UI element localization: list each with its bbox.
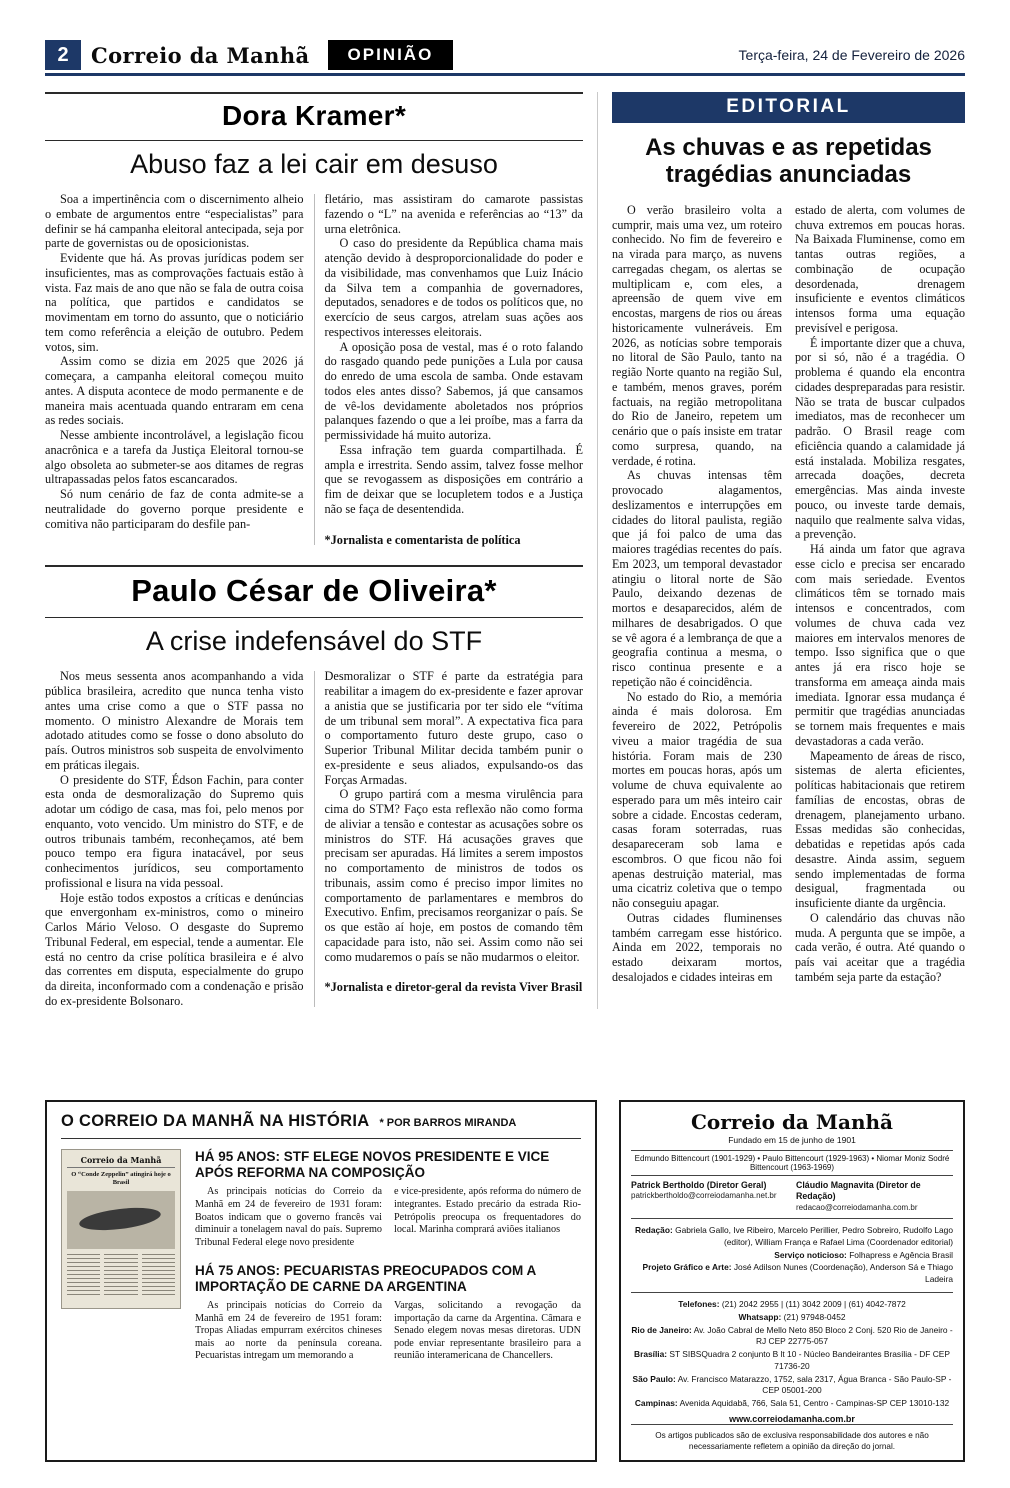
historic-image-text-columns — [67, 1254, 175, 1298]
masthead-box — [619, 1100, 965, 1462]
contact-text: Av. João Cabral de Mello Neto 850 Bloco 2 Conj. 520 Rio de Janeiro - RJ CEP 22775-057 — [693, 1324, 953, 1347]
director-email[interactable]: redacao@correiodamanha.com.br — [796, 1202, 918, 1212]
body-paragraph: O verão brasileiro volta a cumprir, mais uma vez, um roteiro conhecido. No fim de fevereiro e na virada para março, as nuvens carregadas chegam, os alertas se multiplicam e, com eles, a apreensão de quem vive em encostas, margens de rios ou áreas historicamente vulneráveis. Em 2026, as notícias sobre temporais no litoral de São Paulo, tanto na região Norte quanto na região Sul, e também, menos graves, porém factuais, na região metropolitana do Rio de Janeiro, repetem um cenário que o país insiste em tratar como surpresa, quando, na verdade, é rotina. — [612, 202, 782, 468]
body-paragraph: O calendário das chuvas não muda. A pergunta que se impõe, a cada verão, é outra. Até quando o país vai aceitar que a tragédia também seja parte da estação? — [795, 910, 965, 984]
section-badge: OPINIÃO — [328, 40, 454, 70]
body-paragraph: Nesse ambiente incontrolável, a legislação ficou anacrônica e a tarefa da Justiça Eleitoral tornou-se algo obsoleta ao submeter-se aos ditames de regras ultrapassadas pelos fatos escancarados. — [45, 428, 304, 487]
body-paragraph: As principais notícias do Correio da Manhã em 24 de fevereiro de 1951 foram: Tropas Aliadas empurram exércitos chineses mais ao norte da península coreana. Pecuaristas intregam um memorando a — [195, 1299, 382, 1362]
historic-newspaper-image — [61, 1149, 181, 1309]
historic-image-photo — [67, 1191, 175, 1249]
body-paragraph: Desmoralizar o STF é parte da estratégia para reabilitar a imagem do ex-presidente e fazer aprovar a anistia que se justificaria por ter sido ele “vítima de um tribunal sem moral”. A expectativa fica para o comportamento futuro deste grupo, caso o Superior Tribunal Militar decida também punir o ex-presidente e seus aliados, expulsando-os das Forças Armadas. — [324, 669, 583, 787]
contact-line — [631, 1299, 953, 1311]
article-dora-kramer — [45, 92, 583, 547]
director-email[interactable]: patrickbertholdo@correiodamanha.net.br — [631, 1191, 777, 1201]
page-header — [45, 40, 965, 70]
contact-line — [631, 1325, 953, 1349]
author-byline-paulo: Paulo César de Oliveira* — [131, 573, 497, 609]
body-paragraph: estado de alerta, com volumes de chuva extremos em poucas horas. Na Baixada Fluminense, como em tantas outras regiões, a combinação de ocupação desordenada, drenagem insuficiente e eventos climáticos intensos forma uma equação previsível e perigosa. — [795, 202, 965, 335]
body-paragraph: fletário, mas assistiram do camarote passistas fazendo o “L” na avenida e referências ao “13” da urna eletrônica. — [324, 192, 583, 236]
contact-label: Campinas: — [634, 1398, 678, 1409]
staff-line — [631, 1262, 953, 1286]
contact-line — [631, 1374, 953, 1398]
contact-line — [631, 1398, 953, 1410]
body-paragraph: Só num cenário de faz de conta admite-se a neutralidade do governo porque presidente e comitiva não participaram do desfile pan- — [45, 487, 304, 531]
masthead-staff — [631, 1219, 953, 1293]
director-name: Cláudio Magnavita (Diretor de Redação) — [796, 1179, 921, 1202]
contact-label: São Paulo: — [632, 1373, 676, 1384]
historia-body — [61, 1149, 581, 1363]
historia-box — [45, 1100, 597, 1462]
article-headline-dora: Abuso faz a lei cair em desuso — [130, 149, 498, 179]
director-name: Patrick Bertholdo (Diretor Geral) — [631, 1179, 767, 1190]
body-paragraph: O caso do presidente da República chama mais atenção devido à desproporcionalidade do poder e da visibilidade, mas convenhamos que Luiz Inácio da Silva tem a companhia de governadores, deputados, senadores e de todos os políticos que, no exercício de seus cargos, atrelam suas ações aos respectivos interesses eleitorais. — [324, 236, 583, 339]
historia-item-columns — [195, 1300, 581, 1363]
header-rule — [45, 73, 965, 76]
masthead-contacts — [631, 1299, 953, 1411]
text-lines-graphic — [67, 1254, 100, 1298]
body-paragraph: Vargas, solicitando a revogação da importação da carne da Argentina. Câmara e Senado elegem novas mesas diretoras. UDN pode enviar representante brasileiro para a reunião interamericana de Chancellers. — [394, 1299, 581, 1362]
contact-label: Brasília: — [634, 1349, 668, 1360]
historia-item-95-anos — [195, 1149, 581, 1250]
editorial-columns — [612, 203, 965, 985]
main-content — [45, 92, 965, 1009]
masthead-founded: Fundado em 15 de junho de 1901 — [728, 1134, 856, 1145]
masthead-logo: Correio da Manhã — [690, 1109, 893, 1134]
body-paragraph: Mapeamento de áreas de risco, sistemas de alerta eficientes, políticas habitacionais que retirem famílias de encostas, obras de drenagem, planejamento urbano. Essas medidas são conhecidas, debatidas e repetidas após cada desastre. Ainda assim, seguem sendo implementadas de forma desigual, fragmentada ou insuficiente diante da urgência. — [795, 748, 965, 910]
editorial-column-1 — [612, 203, 782, 985]
staff-text: Folhapress e Agência Brasil — [849, 1249, 953, 1260]
historia-header — [61, 1112, 581, 1131]
contact-text: (21) 2042 2955 | (11) 3042 2009 | (61) 4042-7872 — [721, 1298, 906, 1309]
historia-item-title: HÁ 75 ANOS: PECUARISTAS PREOCUPADOS COM A IMPORTAÇÃO DE CARNE DA ARGENTINA — [195, 1262, 536, 1294]
editorial-label: EDITORIAL — [612, 92, 965, 123]
body-paragraph: Soa a impertinência com o discernimento alheio o embate de argumentos entre “especialistas” para definir se há campanha eleitoral antecipada, seja por parte de governistas ou de oposicionistas. — [45, 192, 304, 251]
staff-label: Projeto Gráfico e Arte: — [642, 1262, 732, 1273]
body-paragraph: Hoje estão todos expostos a críticas e denúncias que envergonham ex-ministros, como o mineiro Carlos Mário Veloso. O desgaste do Supremo Tribunal Federal, em especial, tende a aumentar. Ele está no centro da crise política brasileira e é alvo das correntes em disputa, especialmente do grupo da direita, inconformado com a condenação e prisão do ex-presidente Bolsonaro. — [45, 890, 304, 1008]
staff-line — [631, 1250, 953, 1262]
body-paragraph: O presidente do STF, Édson Fachin, para conter esta onda de desmoralização do Supremo quis adotar um código de casa, mas foi, pelo menos por enquanto, voto vencido. Um ministro do STF, e de outros tribunais também, reconheçamos, até bem pouco tempo era figura inatacável, por seus conhecimentos jurídicos, seu comportamento profissional e lisura na vida pessoal. — [45, 772, 304, 890]
body-paragraph: e vice-presidente, após reforma do número de integrantes. Estado precário da estrada Rio-Petrópolis preocupa os frequentadores do local. Marinha comprará aviões italianos — [394, 1186, 581, 1236]
body-paragraph: A oposição posa de vestal, mas é o roto falando do rasgado quando pede punições a Lula por causa do enredo de uma escola de samba. Onde estavam todos eles antes disso? Sabemos, já que cansamos de vê-los devidamente aboletados nos próprios palanques fazendo o que a lei proíbe, mas a farra da permissividade há muito autoriza. — [324, 339, 583, 442]
article-headline-paulo: A crise indefensável do STF — [145, 626, 483, 657]
edition-date: Terça-feira, 24 de Fevereiro de 2026 — [738, 47, 965, 63]
article-column-1 — [45, 669, 304, 1008]
article-mid-rule — [45, 617, 583, 618]
historia-title: O CORREIO DA MANHÃ NA HISTÓRIA — [61, 1111, 370, 1130]
historia-item-columns — [195, 1186, 581, 1249]
contact-line — [631, 1349, 953, 1373]
staff-line — [631, 1225, 953, 1249]
staff-label: Serviço noticioso: — [774, 1249, 847, 1260]
body-paragraph: É importante dizer que a chuva, por si só, não é a tragédia. O problema é quando ela encontra cidades despreparadas para resistir. Não se trata de buscar culpados imediatos, mas de reconhecer um padrão. O Brasil reage com eficiência quando a calamidade já está instalada. Mobiliza resgates, arrecada doações, decreta emergências. Mas ainda investe pouco, ou investe tarde demais, naquilo que realmente salva vidas, a prevenção. — [795, 335, 965, 542]
text-lines-graphic — [104, 1254, 137, 1298]
article-top-rule — [45, 92, 583, 94]
historia-items — [195, 1149, 581, 1363]
author-signature: *Jornalista e comentarista de política — [324, 532, 521, 547]
contact-text: Av. Francisco Matarazzo, 1752, sala 2317, Água Branca - São Paulo-SP - CEP 05001-200 — [677, 1373, 952, 1396]
page-number: 2 — [45, 40, 81, 70]
editorial-headline: As chuvas e as repetidas tragédias anunciadas — [645, 134, 932, 188]
historia-byline: * POR BARROS MIRANDA — [379, 1116, 517, 1129]
article-columns — [45, 192, 583, 547]
director-redacao — [796, 1180, 953, 1213]
article-columns — [45, 669, 583, 1008]
editorial-section — [597, 92, 965, 1009]
zeppelin-graphic — [78, 1204, 162, 1234]
page-footer — [45, 1100, 965, 1462]
body-paragraph: Há ainda um fator que agrava esse ciclo e precisa ser encarado com mais seriedade. Eventos climáticos têm se tornado mais intensos e concentrados, com volumes de chuva cada vez maiores em intervalos menores de tempo. Isso significa que o que antes já era risco hoje se transforma em ameaça ainda mais imediata. Ignorar essa mudança é permitir que tragédias anunciadas se tornem mais frequentes e mais devastadoras a cada verão. — [795, 542, 965, 748]
masthead-website[interactable]: www.correiodamanha.com.br — [729, 1413, 855, 1424]
article-mid-rule — [45, 140, 583, 141]
article-column-1 — [45, 192, 304, 547]
article-paulo-cesar — [45, 565, 583, 1008]
author-byline-dora: Dora Kramer* — [221, 100, 407, 131]
body-paragraph: Assim como se dizia em 2025 que 2026 já começara, a campanha eleitoral começou muito antes. A disputa acontece de modo permanente e de maneira mais acentuada quando entraram em cena as redes sociais. — [45, 354, 304, 428]
editorial-column-2 — [795, 203, 965, 985]
contact-text: Avenida Aquidabã, 766, Sala 51, Centro - Campinas-SP CEP 13010-132 — [679, 1398, 950, 1409]
body-paragraph: Essa infração tem guarda compartilhada. É ampla e irrestrita. Sendo assim, talvez fosse melhor que se revogassem as disposições em contrário a fim de deixar que se locupletem todos e a Justiça não se faça de desentendida. — [324, 442, 583, 516]
contact-label: Whatsapp: — [738, 1311, 782, 1322]
contact-text: (21) 97948-0452 — [783, 1311, 846, 1322]
masthead-disclaimer: Os artigos publicados são de exclusiva responsabilidade dos autores e não necessariamente refletem a opinião da direção do jornal. — [631, 1424, 953, 1452]
text-lines-graphic — [142, 1254, 175, 1298]
contact-label: Rio de Janeiro: — [631, 1324, 692, 1335]
contact-label: Telefones: — [678, 1298, 720, 1309]
body-paragraph: As chuvas intensas têm provocado alagamentos, deslizamentos e interrupções em cidades do litoral paulista, região que já foi palco de uma das maiores tragédias recentes do país. Em 2023, um temporal devastador atingiu o litoral norte de São Paulo, deixando dezenas de mortos e desaparecidos, além de milhares de desabrigados. O que se vê agora é a lembrança de que a geografia continua a mesma, o risco continua presente e a repetição não é coincidência. — [612, 468, 782, 689]
body-paragraph: No estado do Rio, a memória ainda é mais dolorosa. Em fevereiro de 2022, Petrópolis viveu a maior tragédia de sua história. Foram mais de 230 mortes em poucas horas, após um volume de chuva equivalente ao esperado para um mês inteiro cair sobre a cidade. Encostas cederam, casas foram soterradas, ruas desapareceram sob lama e escombros. O que ficou não foi apenas destruição material, mas uma cicatriz coletiva que o tempo não conseguiu apagar. — [612, 689, 782, 910]
director-general — [631, 1180, 788, 1213]
column-divider — [314, 194, 315, 545]
article-column-2 — [325, 669, 584, 1008]
masthead-directors — [631, 1176, 953, 1219]
author-signature: *Jornalista e diretor-geral da revista Viver Brasil — [324, 980, 583, 995]
staff-text: José Adilson Nunes (Coordenação), Anderson Sá e Thiago Ladeira — [733, 1262, 953, 1285]
article-top-rule — [45, 565, 583, 567]
historic-image-masthead: Correio da Manhã — [67, 1155, 175, 1168]
historic-image-headline: O “Conde Zeppelin” atingirá hoje o Brasil — [71, 1170, 171, 1186]
historia-rule — [61, 1138, 581, 1139]
historia-item-75-anos — [195, 1263, 581, 1364]
masthead-founders: Edmundo Bittencourt (1901-1929) • Paulo Bittencourt (1929-1963) • Niomar Moniz Sodré Bittencourt (1963-1969) — [631, 1150, 953, 1176]
article-column-2 — [325, 192, 584, 547]
body-paragraph: Outras cidades fluminenses também carregam esse histórico. Ainda em 2022, temporais no estado deixaram mortos, desalojados e cidades inteiras em — [612, 910, 782, 984]
body-paragraph: Nos meus sessenta anos acompanhando a vida pública brasileira, acredito que nunca tenha visto antes uma crise como a que o STF passa no momento. O ministro Alexandre de Morais tem adotado atitudes como se fosse o dono absoluto do país. Outros ministros sob suspeita de envolvimento em práticas ilegais. — [45, 669, 304, 772]
contact-text: ST SIBSQuadra 2 conjunto B lt 10 - Núcleo Bandeirantes Brasília - DF CEP 71736-20 — [669, 1349, 950, 1371]
column-divider — [314, 671, 315, 1006]
staff-label: Redação: — [635, 1225, 673, 1236]
opinion-articles — [45, 92, 597, 1009]
contact-line — [631, 1312, 953, 1324]
staff-text: Gabriela Gallo, Ive Ribeiro, Marcelo Perillier, Pedro Sobreiro, Rudolfo Lago (editor), William França e Rafael Lima (Coordenador editorial) — [675, 1225, 953, 1247]
body-paragraph: Evidente que há. As provas jurídicas podem ser insuficientes, mas as comprovações factuais estão à vista. Faz mais de ano que não se fala de outra coisa na política, que partidos e candidatos se movimentam em torno do assunto, que o noticiário tem como referência a eleição de outubro. Pedem votos, sim. — [45, 251, 304, 354]
body-paragraph: As principais notícias do Correio da Manhã em 24 de fevereiro de 1931 foram: Boatos indicam que o governo francês vai diminuir a tonelagem naval do país. Supremo Tribunal Federal elege novo presidente — [195, 1186, 382, 1248]
historia-item-title: HÁ 95 ANOS: STF ELEGE NOVOS PRESIDENTE E VICE APÓS REFORMA NA COMPOSIÇÃO — [195, 1148, 550, 1181]
newspaper-logo: Correio da Manhã — [91, 42, 310, 68]
body-paragraph: O grupo partirá com a mesma virulência para cima do STM? Faço esta reflexão não como forma de aliviar a tensão e contestar as acusações sobre os ministros do STF. Há acusações graves que precisam ser apuradas. Há limites a serem impostos no comportamento de ministros de todos os tribunais, assim como é preciso impor limites no comportamento de parlamentares e membros do Executivo. Enfim, precisamos reorganizar o país. Se os que estão aí hoje, em postos de comando têm capacidade para isto, não sei. Assim como não sei como mudaremos o país se não mudarmos o eleitor. — [324, 787, 583, 964]
